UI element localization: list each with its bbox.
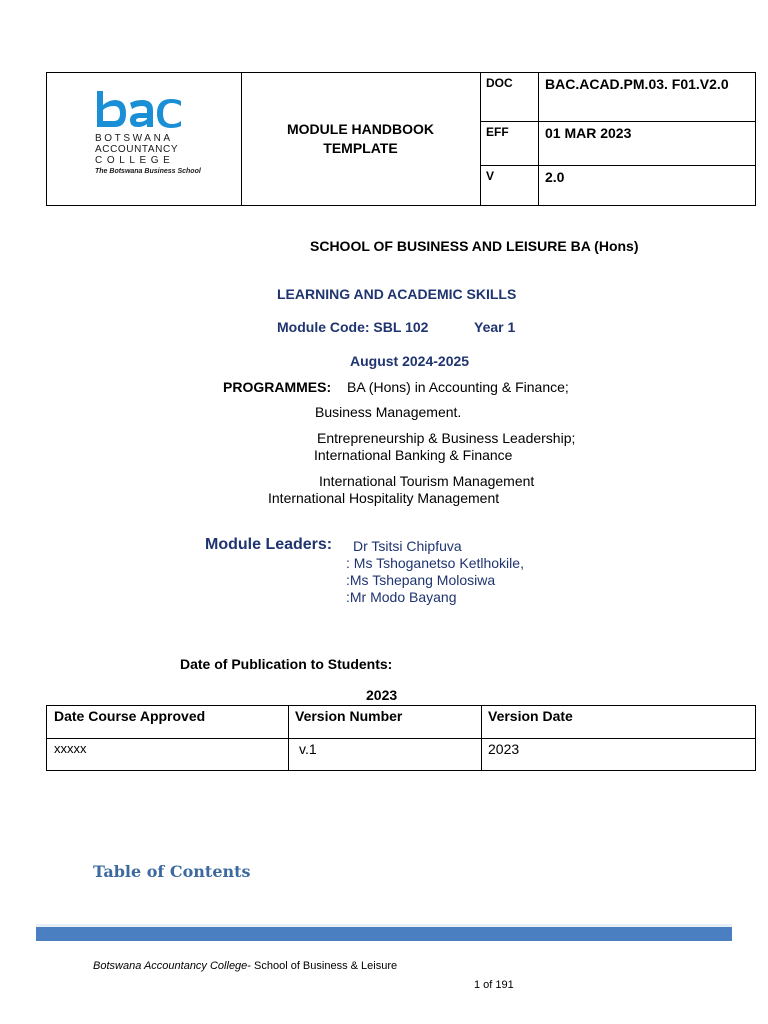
module-leader-name: :Mr Modo Bayang [346,589,457,605]
module-leader-name: : Ms Tshoganetso Ketlhokile, [346,555,524,571]
module-leaders-label: Module Leaders: [205,536,333,553]
module-year: Year 1 [474,319,516,335]
publication-year: 2023 [366,687,398,703]
footer-bar [36,924,732,941]
module-leader-name: Dr Tsitsi Chipfuva [353,538,462,554]
version-table-cell: v.1 [299,741,317,757]
publication-label: Date of Publication to Students: [180,656,393,672]
programme-item: Entrepreneurship & Business Leadership; [317,430,576,446]
document-title-line1: MODULE HANDBOOK [287,121,434,137]
logo-line-college: COLLEGE [95,155,175,166]
document-title-line2: TEMPLATE [323,140,398,156]
footer-college: Botswana Accountancy College [93,960,248,972]
version-table [46,705,756,771]
module-name: LEARNING AND ACADEMIC SKILLS [277,286,517,302]
document-header-table [46,72,756,206]
meta-value-version: 2.0 [545,169,565,185]
version-table-header: Version Number [295,708,403,724]
footer-text [93,960,397,972]
version-table-cell: xxxxx [54,741,87,756]
module-code: Module Code: SBL 102 [277,319,429,335]
version-table-header: Date Course Approved [54,708,206,724]
bac-logo-icon [95,91,195,131]
logo-tagline: The Botswana Business School [95,168,201,175]
meta-key-eff: EFF [480,122,539,165]
meta-row-doc [480,73,755,122]
version-table-cell: 2023 [488,741,520,757]
school-heading: SCHOOL OF BUSINESS AND LEISURE BA (Hons) [310,238,639,254]
programme-item: International Hospitality Management [268,490,500,506]
version-table-header: Version Date [488,708,573,724]
meta-row-eff [480,122,755,166]
logo-line-accountancy: ACCOUNTANCY [95,144,179,155]
logo-cell [47,73,242,205]
document-title-cell [241,73,481,205]
programme-item: International Tourism Management [319,473,535,489]
module-leader-name: :Ms Tshepang Molosiwa [346,572,496,588]
meta-value-eff: 01 MAR 2023 [545,125,632,141]
programmes-label: PROGRAMMES: [223,379,332,395]
programme-item: Business Management. [315,404,462,420]
meta-row-version [480,166,755,205]
logo-line-botswana: BOTSWANA [95,133,173,144]
footer-school: - School of Business & Leisure [247,960,398,972]
page-number: 1 of 191 [474,979,514,991]
meta-value-doc: BAC.ACAD.PM.03. F01.V2.0 [545,76,729,92]
module-period: August 2024-2025 [350,353,470,369]
programme-item: BA (Hons) in Accounting & Finance; [347,379,569,395]
meta-key-doc: DOC [480,73,539,121]
toc-heading: Table of Contents [93,862,251,881]
programme-item: International Banking & Finance [314,447,513,463]
meta-key-version: V [480,166,539,205]
